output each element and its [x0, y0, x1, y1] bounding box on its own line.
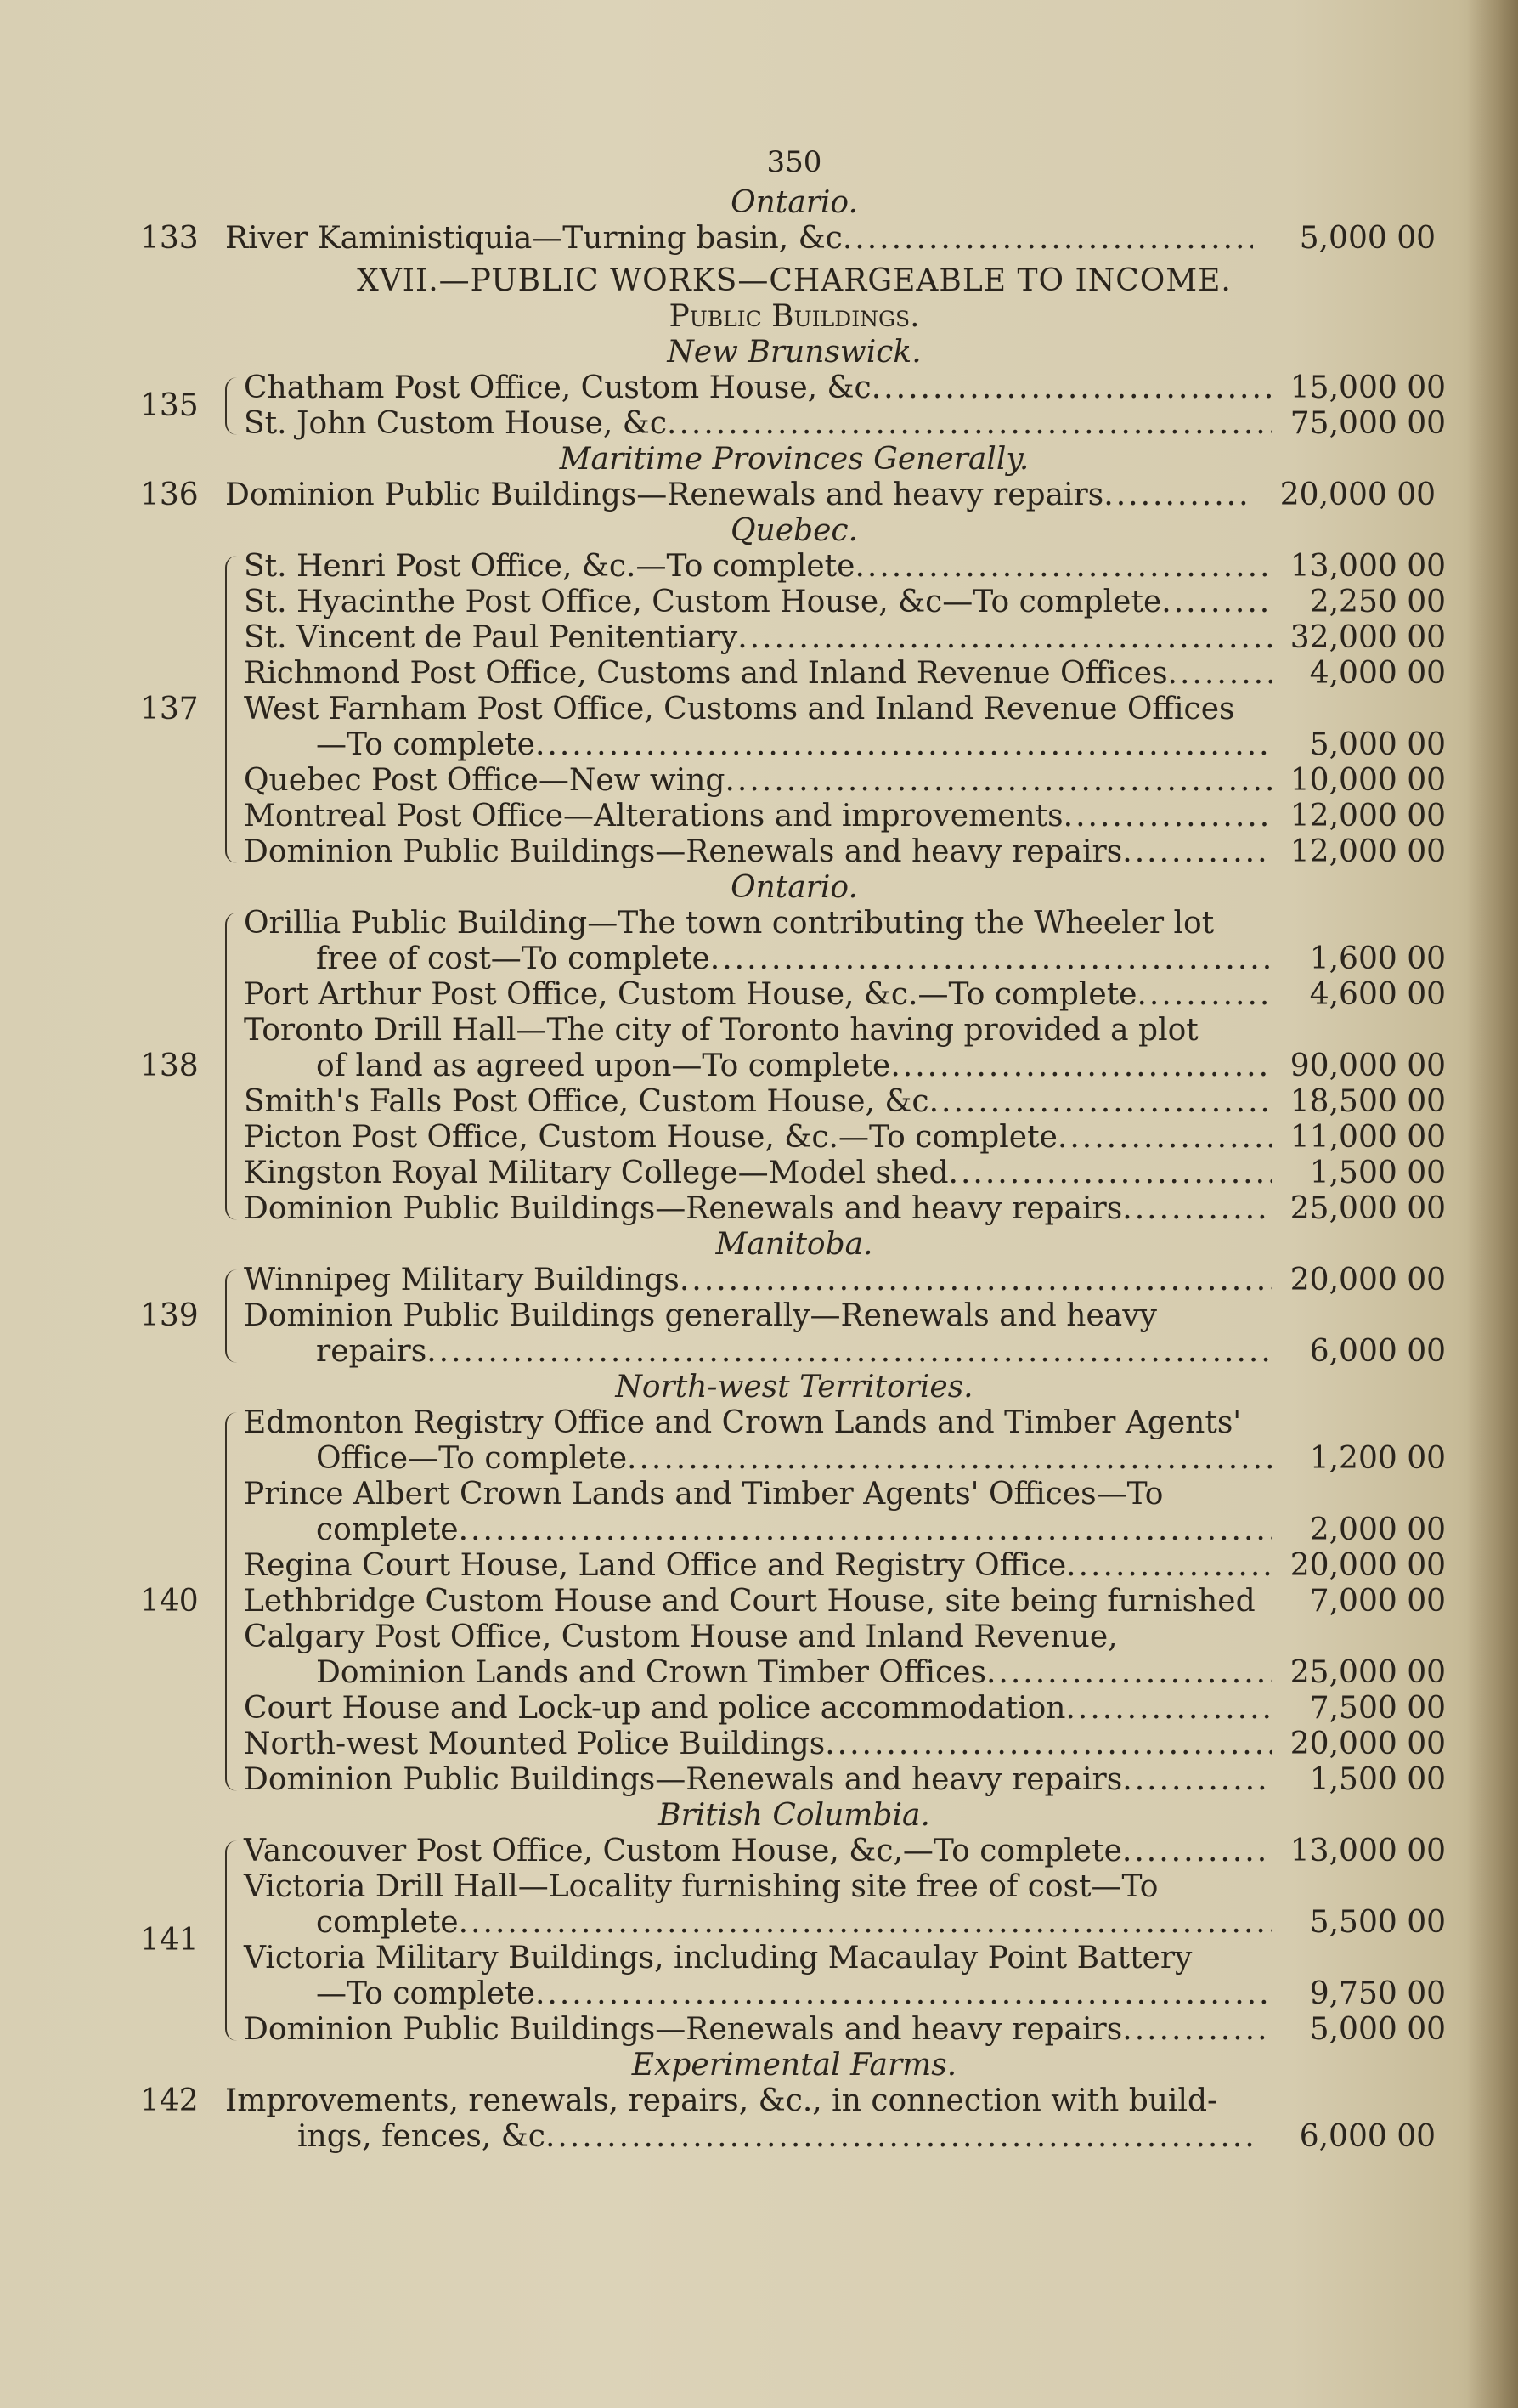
brace	[225, 1269, 244, 1363]
list-item	[244, 370, 1454, 406]
list-item	[244, 1156, 1454, 1191]
group-number: 140	[140, 1584, 199, 1619]
item-text: Lethbridge Custom House and Court House, site being furnished	[244, 1584, 1256, 1619]
item-amount: 20,000 00	[1289, 1263, 1446, 1297]
item-amount: 5,000 00	[1309, 727, 1446, 762]
item-amount: 2,250 00	[1309, 585, 1446, 619]
item-amount: 1,200 00	[1309, 1441, 1446, 1476]
list-item	[244, 1727, 1454, 1762]
group-number: 141	[140, 1923, 199, 1958]
list-item	[244, 585, 1454, 620]
group-138	[127, 906, 1461, 1227]
entry-text: Dominion Public Buildings—Renewals and heavy repairs	[225, 478, 1104, 512]
list-item	[244, 1619, 1454, 1691]
item-text: Dominion Public Buildings—Renewals and heavy repairs	[244, 1191, 1123, 1226]
item-text: Richmond Post Office, Customs and Inland Revenue Offices	[244, 656, 1168, 691]
entry-number: 136	[140, 478, 199, 512]
entry-text: Improvements, renewals, repairs, &c., in connection with build-	[225, 2083, 1218, 2118]
item-amount: 10,000 00	[1289, 763, 1446, 798]
item-amount: 90,000 00	[1289, 1049, 1446, 1083]
entry-text-continued: ings, fences, &c	[297, 2119, 545, 2154]
item-text: West Farnham Post Office, Customs and Inland Revenue Offices	[244, 692, 1235, 726]
list-item	[244, 1084, 1454, 1120]
item-amount: 20,000 00	[1289, 1548, 1446, 1583]
item-text-continued: repairs	[316, 1334, 427, 1369]
section-heading-quebec: Quebec.	[731, 513, 858, 548]
item-text-continued: Dominion Lands and Crown Timber Offices	[316, 1655, 986, 1690]
group-number: 139	[140, 1298, 199, 1333]
item-amount: 12,000 00	[1289, 834, 1446, 869]
subheading-public-buildings: Public Buildings.	[669, 299, 920, 334]
item-amount: 18,500 00	[1289, 1084, 1446, 1119]
entry-142	[127, 2083, 1461, 2155]
item-text: Quebec Post Office—New wing	[244, 763, 725, 798]
item-text: Edmonton Registry Office and Crown Lands and Timber Agents'	[244, 1405, 1242, 1440]
item-text: Regina Court House, Land Office and Registry Office	[244, 1548, 1067, 1583]
item-text: Picton Post Office, Custom House, &c.—To complete	[244, 1120, 1058, 1155]
item-amount: 25,000 00	[1289, 1655, 1446, 1690]
brace	[225, 913, 244, 1220]
item-text: St. John Custom House, &c	[244, 406, 667, 441]
item-text-continued: of land as agreed upon—To complete	[316, 1049, 891, 1083]
group-137	[127, 549, 1461, 870]
item-text-continued: complete	[316, 1905, 459, 1940]
item-text: Toronto Drill Hall—The city of Toronto having provided a plot	[244, 1013, 1199, 1048]
page-number: 350	[766, 145, 822, 179]
item-text: St. Vincent de Paul Penitentiary	[244, 620, 738, 655]
item-amount: 1,600 00	[1309, 941, 1446, 976]
group-141	[127, 1834, 1461, 2048]
list-item	[244, 977, 1454, 1013]
item-text: Port Arthur Post Office, Custom House, &c.—To complete	[244, 977, 1137, 1012]
item-text: North-west Mounted Police Buildings	[244, 1727, 826, 1761]
item-amount: 1,500 00	[1309, 1156, 1446, 1190]
brace	[225, 377, 244, 435]
list-item	[244, 906, 1454, 977]
item-amount: 11,000 00	[1289, 1120, 1446, 1155]
entry-amount: 20,000 00	[1279, 478, 1436, 512]
item-amount: 4,000 00	[1309, 656, 1446, 691]
item-amount: 13,000 00	[1289, 549, 1446, 584]
item-text: Smith's Falls Post Office, Custom House, &c	[244, 1084, 929, 1119]
list-item	[244, 1762, 1454, 1798]
item-amount: 9,750 00	[1309, 1976, 1446, 2011]
section-heading-new-brunswick: New Brunswick.	[667, 335, 922, 370]
item-amount: 75,000 00	[1289, 406, 1446, 441]
page-edge-shadow	[1467, 0, 1518, 2408]
section-heading-british-columbia: British Columbia.	[658, 1798, 930, 1833]
brace	[225, 1840, 244, 2041]
list-item	[244, 656, 1454, 692]
item-text: Court House and Lock-up and police accommodation	[244, 1691, 1066, 1726]
list-item	[244, 406, 1454, 442]
list-item	[244, 1263, 1454, 1298]
list-item	[244, 1941, 1454, 2012]
group-135	[127, 370, 1461, 442]
item-text-continued: free of cost—To complete	[316, 941, 710, 976]
entry-number: 142	[140, 2083, 199, 2118]
item-text: Dominion Public Buildings—Renewals and heavy repairs	[244, 2012, 1123, 2047]
item-amount: 4,600 00	[1309, 977, 1446, 1012]
item-amount: 1,500 00	[1309, 1762, 1446, 1797]
section-heading-maritime: Maritime Provinces Generally.	[559, 442, 1030, 477]
item-text-continued: Office—To complete	[316, 1441, 628, 1476]
list-item	[244, 1120, 1454, 1156]
item-amount: 15,000 00	[1289, 370, 1446, 405]
item-text: Dominion Public Buildings—Renewals and heavy repairs	[244, 1762, 1123, 1797]
item-text-continued: complete	[316, 1512, 459, 1547]
list-item	[244, 834, 1454, 870]
item-amount: 5,500 00	[1309, 1905, 1446, 1940]
chapter-heading: XVII.—PUBLIC WORKS—CHARGEABLE TO INCOME.	[357, 263, 1232, 298]
list-item	[244, 1548, 1454, 1584]
group-number: 135	[140, 388, 199, 423]
item-text: Dominion Public Buildings—Renewals and heavy repairs	[244, 834, 1123, 869]
list-item	[244, 620, 1454, 656]
item-amount: 25,000 00	[1289, 1191, 1446, 1226]
list-item	[244, 1298, 1454, 1370]
item-amount: 32,000 00	[1289, 620, 1446, 655]
list-item	[244, 1869, 1454, 1941]
list-item	[244, 1405, 1454, 1477]
item-text: Calgary Post Office, Custom House and Inland Revenue,	[244, 1619, 1118, 1654]
list-item	[244, 1834, 1454, 1869]
list-item	[244, 1477, 1454, 1548]
item-amount: 20,000 00	[1289, 1727, 1446, 1761]
list-item	[244, 799, 1454, 834]
item-text: Montreal Post Office—Alterations and improvements	[244, 799, 1064, 834]
document-body	[127, 144, 1461, 2155]
entry-text: River Kaministiquia—Turning basin, &c	[225, 221, 843, 256]
list-item	[244, 763, 1454, 799]
item-text: Dominion Public Buildings generally—Renewals and heavy	[244, 1298, 1157, 1333]
list-item	[244, 1691, 1454, 1727]
item-amount: 7,000 00	[1309, 1584, 1446, 1619]
entry-number: 133	[140, 221, 199, 256]
brace	[225, 556, 244, 863]
item-amount: 13,000 00	[1289, 1834, 1446, 1868]
section-heading-manitoba: Manitoba.	[715, 1227, 873, 1262]
item-amount: 2,000 00	[1309, 1512, 1446, 1547]
section-heading-ontario: Ontario.	[731, 185, 858, 220]
item-text: Prince Albert Crown Lands and Timber Agents' Offices—To	[244, 1477, 1164, 1512]
item-amount: 7,500 00	[1309, 1691, 1446, 1726]
entry-amount: 6,000 00	[1299, 2119, 1436, 2154]
group-139	[127, 1263, 1461, 1370]
list-item	[244, 2012, 1454, 2048]
entry-amount: 5,000 00	[1299, 221, 1436, 256]
item-text: Chatham Post Office, Custom House, &c	[244, 370, 872, 405]
item-text-continued: —To complete	[316, 727, 535, 762]
item-amount: 6,000 00	[1309, 1334, 1446, 1369]
list-item	[244, 549, 1454, 585]
item-text-continued: —To complete	[316, 1976, 535, 2011]
item-text: Victoria Drill Hall—Locality furnishing site free of cost—To	[244, 1869, 1159, 1904]
item-text: St. Hyacinthe Post Office, Custom House, &c—To complete	[244, 585, 1162, 619]
entry-133	[127, 221, 1461, 257]
item-text: Kingston Royal Military College—Model shed	[244, 1156, 949, 1190]
group-number: 137	[140, 692, 199, 726]
item-amount: 12,000 00	[1289, 799, 1446, 834]
item-text: St. Henri Post Office, &c.—To complete	[244, 549, 855, 584]
group-number: 138	[140, 1049, 199, 1083]
item-text: Orillia Public Building—The town contributing the Wheeler lot	[244, 906, 1215, 941]
list-item	[244, 692, 1454, 763]
list-item	[244, 1013, 1454, 1084]
list-item	[244, 1191, 1454, 1227]
group-140	[127, 1405, 1461, 1798]
section-heading-experimental-farms: Experimental Farms.	[631, 2048, 957, 2083]
list-item	[244, 1584, 1454, 1619]
entry-136	[127, 478, 1461, 513]
item-text: Victoria Military Buildings, including Macaulay Point Battery	[244, 1941, 1193, 1976]
item-text: Winnipeg Military Buildings	[244, 1263, 680, 1297]
section-heading-north-west: North-west Territories.	[615, 1370, 973, 1405]
item-amount: 5,000 00	[1309, 2012, 1446, 2047]
section-heading-ontario-2: Ontario.	[731, 870, 858, 905]
brace	[225, 1412, 244, 1791]
item-text: Vancouver Post Office, Custom House, &c,—To complete	[244, 1834, 1122, 1868]
